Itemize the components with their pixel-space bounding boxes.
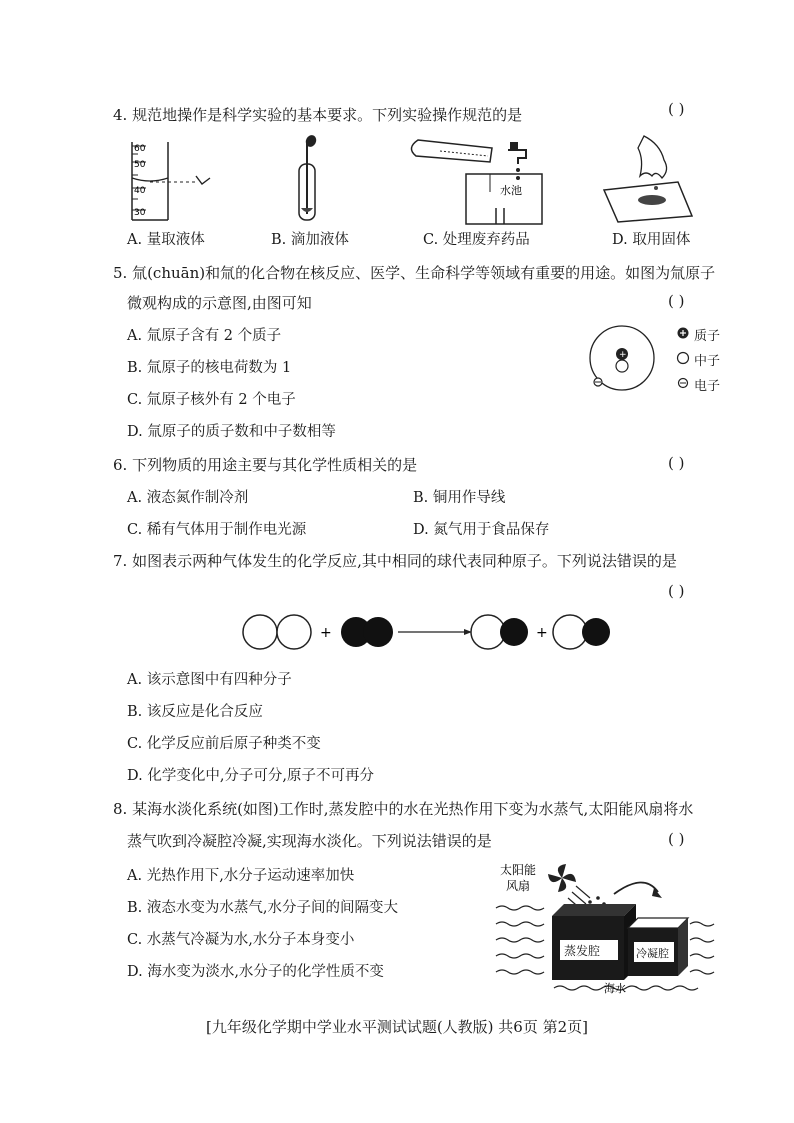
- reaction-arrow: [398, 629, 472, 635]
- q4-option-c[interactable]: C. 处理废弃药品: [423, 232, 530, 248]
- q5-stem-line1: 5. 氚(chuān)和氚的化合物在核反应、医学、生命科学等领域有重要的用途。如图为氚原子: [113, 264, 716, 282]
- q7-answer-paren: ( ): [668, 582, 685, 600]
- q4-answer-paren: ( ): [668, 100, 685, 118]
- tick-label: 40: [134, 186, 146, 196]
- q7-option-d[interactable]: D. 化学变化中,分子可分,原子不可再分: [127, 768, 375, 784]
- q7-option-a[interactable]: A. 该示意图中有四种分子: [127, 672, 292, 688]
- waste-disposal-icon: [400, 132, 550, 227]
- legend-electron: 电子: [694, 379, 721, 394]
- q4-option-a[interactable]: A. 量取液体: [127, 232, 205, 248]
- q8-option-b[interactable]: B. 液态水变为水蒸气,水分子间的间隔变大: [127, 900, 398, 916]
- q8-answer-paren: ( ): [668, 830, 685, 848]
- graduated-cylinder-icon: [120, 138, 220, 224]
- evaporation-chamber-label: 蒸发腔: [564, 944, 601, 958]
- plus-sign: +: [320, 625, 332, 641]
- q8-option-c[interactable]: C. 水蒸气冷凝为水,水分子本身变小: [127, 932, 355, 948]
- q5-option-c[interactable]: C. 氚原子核外有 2 个电子: [127, 392, 296, 408]
- plus-sign: +: [536, 625, 548, 641]
- q6-option-a[interactable]: A. 液态氮作制冷剂: [127, 490, 249, 506]
- tick-label: 50: [134, 160, 146, 170]
- q5-stem-line2: 微观构成的示意图,由图可知: [127, 294, 312, 312]
- reactant-molecule-black: [341, 617, 393, 647]
- q7-option-c[interactable]: C. 化学反应前后原子种类不变: [127, 736, 321, 752]
- q6-stem: 6. 下列物质的用途主要与其化学性质相关的是: [113, 456, 418, 474]
- legend-neutron: 中子: [694, 354, 721, 369]
- desalination-diagram: [494, 858, 716, 994]
- q4-stem: 4. 规范地操作是科学实验的基本要求。下列实验操作规范的是: [113, 106, 523, 124]
- q8-option-a[interactable]: A. 光热作用下,水分子运动速率加快: [127, 868, 355, 884]
- q7-option-b[interactable]: B. 该反应是化合反应: [127, 704, 263, 720]
- condensation-chamber: [628, 918, 688, 976]
- svg-text:+: +: [619, 350, 627, 360]
- evaporation-chamber: [552, 904, 636, 980]
- fan-label-2: 风扇: [506, 879, 531, 893]
- q4-option-d[interactable]: D. 取用固体: [612, 232, 691, 248]
- page-footer: [九年级化学期中学业水平测试试题(人教版) 共6页 第2页]: [205, 1018, 589, 1036]
- legend-icons: [676, 326, 690, 390]
- hand-solid-icon: [600, 130, 700, 226]
- fan-label-1: 太阳能: [500, 863, 537, 877]
- q6-option-c[interactable]: C. 稀有气体用于制作电光源: [127, 522, 307, 538]
- neutron-legend-icon: [678, 353, 689, 364]
- condensation-chamber-label: 冷凝腔: [636, 947, 669, 960]
- q5-answer-paren: ( ): [668, 292, 685, 310]
- product-molecule-1: [471, 615, 528, 649]
- q5-option-d[interactable]: D. 氚原子的质子数和中子数相等: [127, 424, 336, 440]
- sink-label: 水池: [500, 184, 522, 197]
- reaction-diagram: [238, 612, 618, 652]
- q8-option-d[interactable]: D. 海水变为淡水,水分子的化学性质不变: [127, 964, 384, 980]
- reactant-molecule-white: [243, 615, 311, 649]
- q6-answer-paren: ( ): [668, 454, 685, 472]
- q8-stem-line2: 蒸气吹到冷凝腔冷凝,实现海水淡化。下列说法错误的是: [127, 832, 492, 850]
- q4-option-b[interactable]: B. 滴加液体: [271, 232, 349, 248]
- tick-label: 30: [134, 208, 146, 218]
- neutron-icon: [616, 360, 628, 372]
- legend-proton: 质子: [694, 329, 721, 344]
- product-molecule-2: [553, 615, 610, 649]
- q7-stem: 7. 如图表示两种气体发生的化学反应,其中相同的球代表同种原子。下列说法错误的是: [113, 552, 677, 570]
- q8-stem-line1: 8. 某海水淡化系统(如图)工作时,蒸发腔中的水在光热作用下变为水蒸气,太阳能风扇将水: [113, 800, 694, 818]
- tick-label: 60: [134, 144, 146, 154]
- q5-option-a[interactable]: A. 氚原子含有 2 个质子: [127, 328, 282, 344]
- q5-option-b[interactable]: B. 氚原子的核电荷数为 1: [127, 360, 292, 376]
- q6-option-d[interactable]: D. 氮气用于食品保存: [413, 522, 550, 538]
- q6-option-b[interactable]: B. 铜用作导线: [413, 490, 506, 506]
- atom-diagram: [582, 322, 662, 394]
- sea-label: 海水: [604, 982, 626, 994]
- solar-fan-icon: [548, 864, 576, 892]
- dropper-icon: [285, 134, 335, 224]
